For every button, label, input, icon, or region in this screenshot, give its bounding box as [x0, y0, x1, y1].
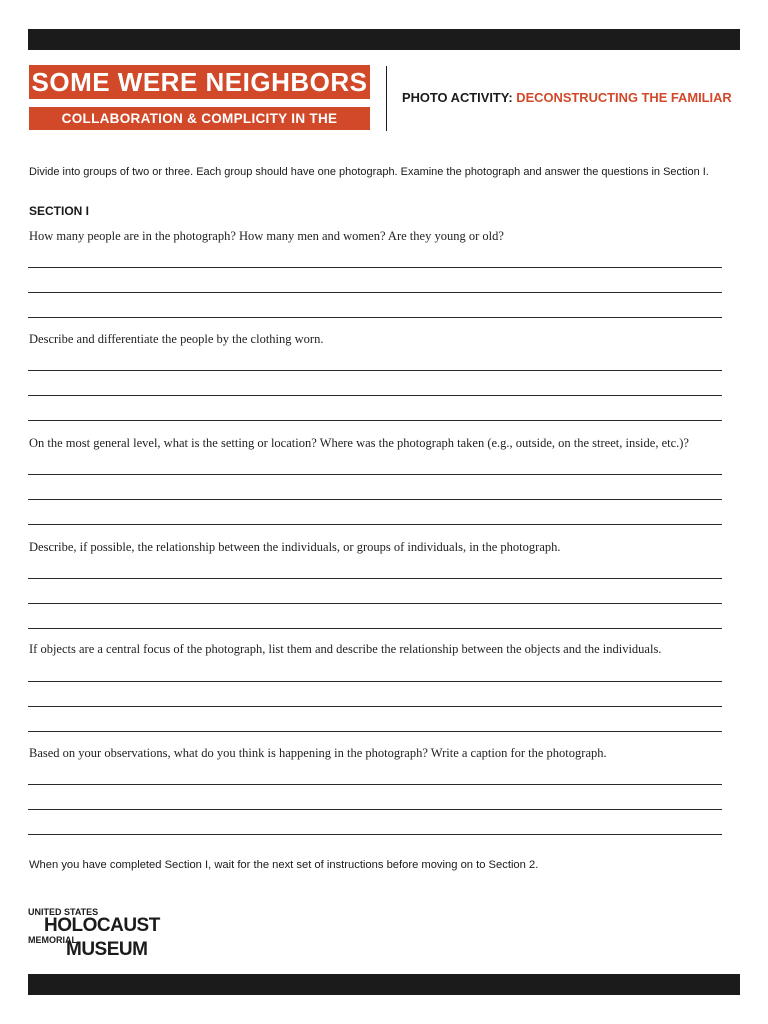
bottom-bar	[28, 974, 740, 995]
logo-line-memorial: MEMORIAL	[28, 935, 77, 945]
answer-line[interactable]	[28, 628, 722, 629]
answer-line[interactable]	[28, 420, 722, 421]
document-subtitle: COLLABORATION & COMPLICITY IN THE HOLOCAUST	[29, 107, 370, 130]
closing-instructions: When you have completed Section I, wait for the next set of instructions before moving on to Section 2.	[29, 859, 539, 871]
question-2: Describe and differentiate the people by the clothing worn.	[29, 332, 324, 346]
answer-line[interactable]	[28, 292, 722, 293]
answer-line[interactable]	[28, 731, 722, 732]
question-4: Describe, if possible, the relationship between the individuals, or groups of individuals, in the photograph.	[29, 540, 561, 554]
answer-line[interactable]	[28, 578, 722, 579]
answer-line[interactable]	[28, 474, 722, 475]
question-6: Based on your observations, what do you think is happening in the photograph? Write a caption for the photograph.	[29, 746, 607, 760]
question-5: If objects are a central focus of the photograph, list them and describe the relationship between the objects and the individuals.	[29, 642, 662, 656]
header-divider	[386, 66, 387, 131]
question-1: How many people are in the photograph? How many men and women? Are they young or old?	[29, 229, 504, 243]
activity-heading	[402, 89, 732, 107]
answer-line[interactable]	[28, 681, 722, 682]
activity-label: PHOTO ACTIVITY:	[402, 90, 517, 105]
section-heading: SECTION I	[29, 204, 90, 218]
answer-line[interactable]	[28, 317, 722, 318]
answer-line[interactable]	[28, 395, 722, 396]
answer-line[interactable]	[28, 370, 722, 371]
logo-line-museum: MUSEUM	[66, 939, 148, 960]
answer-line[interactable]	[28, 809, 722, 810]
question-3: On the most general level, what is the setting or location? Where was the photograph taken (e.g., outside, on the street, inside, etc.)?	[29, 436, 689, 450]
answer-line[interactable]	[28, 834, 722, 835]
answer-line[interactable]	[28, 267, 722, 268]
logo-line-holocaust: HOLOCAUST	[44, 915, 160, 936]
answer-line[interactable]	[28, 499, 722, 500]
answer-line[interactable]	[28, 784, 722, 785]
answer-line[interactable]	[28, 706, 722, 707]
museum-logo	[28, 906, 160, 964]
instructions-text: Divide into groups of two or three. Each group should have one photograph. Examine the photograph and answer the questions in Section I.	[29, 166, 709, 178]
logo-line-united-states: UNITED STATES	[28, 907, 99, 917]
top-bar	[28, 29, 740, 50]
answer-line[interactable]	[28, 524, 722, 525]
activity-name: DECONSTRUCTING THE FAMILIAR	[516, 90, 732, 105]
answer-line[interactable]	[28, 603, 722, 604]
document-title: SOME WERE NEIGHBORS	[29, 65, 370, 99]
